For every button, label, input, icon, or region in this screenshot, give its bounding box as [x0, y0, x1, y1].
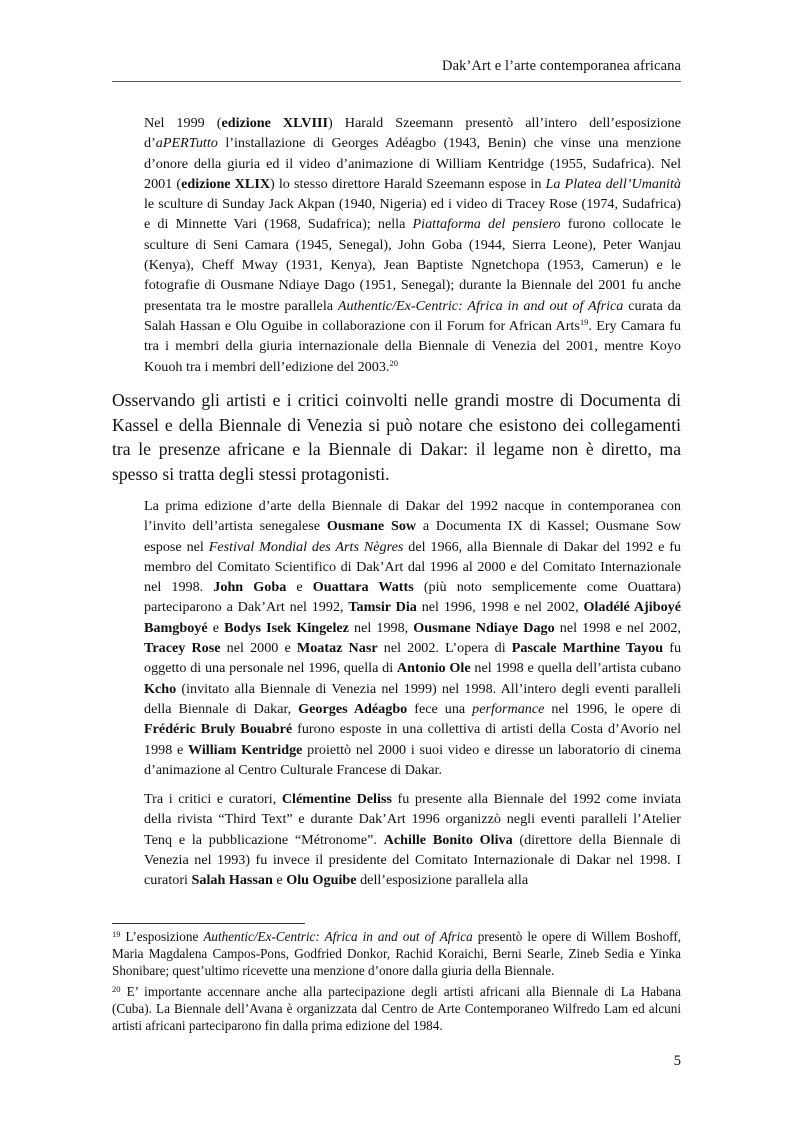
footnotes — [112, 926, 681, 1035]
text-run: ) Harald Szeemann presentò all’intero dell’esposizione d’ — [144, 115, 681, 152]
artist-name: Antonio Ole — [396, 660, 471, 677]
text-run: fu oggetto di una personale nel 1996, quella di — [144, 640, 682, 677]
text-run: furono esposte in una collettiva di artisti della Costa d’Avorio nel 1998 e — [144, 721, 681, 758]
footnote-number: 20 — [112, 983, 121, 994]
exhibition-title: aPERTutto — [155, 135, 218, 152]
running-header: Dak’Art e l’arte contemporanea africana — [442, 58, 681, 74]
edition-label: edizione XLIX — [181, 175, 271, 192]
text-run: presentò le opere di Willem Boshoff, Maria Magdalena Campos-Pons, Godfried Donkor, Rachid Koraichi, Berni Searle, Zineb Sedia e Yinka Shonibare; quest’ultimo ricevette una menzione d’onore dalla giuria della Biennale. — [112, 929, 682, 978]
text-run: fece una — [407, 700, 473, 717]
quote-paragraph-critics — [144, 789, 681, 890]
text-run: curata da Salah Hassan e Olu Oguibe in collaborazione con il Forum for African Arts — [144, 297, 681, 334]
text-run: E’ importante accennare anche alla partecipazione degli artisti africani alla Biennale di La Habana (Cuba). La Biennale dell’Avana è organizzata dal Centro de Arte Contemporaneo Wilfredo Lam ed alcuni artisti africani parteciparono fin dalla prima edizione del 1984. — [112, 983, 681, 1033]
footnote-19 — [112, 926, 681, 980]
quote-block-dakar-biennale — [144, 496, 681, 900]
artist-name: Moataz Nasr — [296, 640, 378, 657]
artist-name: Ouattara Watts — [312, 579, 414, 596]
artist-name: John Goba — [213, 579, 287, 596]
curator-name: Clémentine Deliss — [281, 791, 392, 808]
footnote-20 — [112, 981, 681, 1035]
artist-name: Ousmane Ndiaye Dago — [413, 619, 555, 636]
exhibition-title: La Platea dell’Umanità — [545, 175, 681, 192]
quote-paragraph — [144, 113, 681, 377]
text-run: furono collocate le sculture di Seni Camara (1945, Senegal), John Goba (1944, Sierra Leone), Peter Wanjau (Kenya), Cheff Mway (1931, Kenya), Jean Baptiste Ngnetchopa (1953, Camerun) e le fotografie di Ousmane Ndiaye Dago (1951, Senegal); durante la Biennale del 2001 fu anche presentata tra le mostre parallela — [144, 216, 682, 314]
header-rule — [112, 81, 681, 82]
text-run: (più noto semplicemente come Ouattara) parteciparono a Dak’Art nel 1992, — [144, 579, 681, 616]
text-run: ) lo stesso direttore Harald Szeemann espose in — [270, 175, 546, 192]
artist-name: Kcho — [144, 680, 177, 697]
text-run: nel 2002. L’opera di — [377, 640, 512, 657]
quote-block-venice-biennale — [144, 113, 681, 386]
text-run: (invitato alla Biennale di Venezia nel 1999) nel 1998. All’intero degli eventi paralleli della Biennale di Dakar, — [144, 680, 681, 717]
exhibition-title: Authentic/Ex-Centric: Africa in and out of Africa — [337, 297, 624, 314]
body-paragraph: Osservando gli artisti e i critici coinvolti nelle grandi mostre di Documenta di Kassel e della Biennale di Venezia si può notare che esistono dei collegamenti tra le presenze africane e la Biennale di Dakar: il legame non è diretto, ma spesso si tratta degli stessi protagonisti. — [112, 390, 681, 484]
text-run: l’installazione di Georges Adéagbo (1943, Benin) che vinse una menzione d’onore della giuria ed il video d’animazione di William Kentridge (1955, Sudafrica). Nel 2001 ( — [144, 135, 681, 192]
text-run: e — [286, 579, 313, 596]
curator-name: Achille Bonito Oliva — [383, 831, 513, 848]
edition-label: edizione XLVIII — [221, 115, 329, 131]
text-run: le sculture di Sunday Jack Akpan (1940, Nigeria) ed i video di Tracey Rose (1974, Sudafrica) e di Minnette Vari (1968, Sudafrica); nella — [144, 196, 681, 233]
exhibition-title: Authentic/Ex-Centric: Africa in and out of Africa — [203, 929, 473, 944]
festival-title: Festival Mondial des Arts Nègres — [208, 538, 404, 555]
text-run: del 1966, alla Biennale di Dakar del 1992 e fu membro del Comitato Scientifico di Dak’Art dal 1996 al 2000 e del Comitato Internazionale nel 1998. — [144, 538, 681, 596]
footnote-number: 19 — [112, 929, 121, 939]
exhibition-title: Piattaforma del pensiero — [412, 216, 561, 233]
artist-name: Frédéric Bruly Bouabré — [144, 721, 293, 738]
text-run: e — [272, 872, 287, 889]
text-run: nel 2000 e — [220, 640, 297, 657]
artist-name: Oladélé Ajiboyé Bamgboyé — [144, 599, 681, 636]
text-run: L’esposizione — [120, 929, 204, 944]
text-run: nel 1996, 1998 e nel 2002, — [416, 599, 584, 616]
text-run: nel 1998, — [348, 619, 414, 636]
footnote-reference: 19 — [579, 316, 589, 327]
footnote-separator — [112, 923, 305, 924]
text-run: La prima edizione d’arte della Biennale di Dakar del 1992 nacque in contemporanea con l’invito dell’artista senegalese — [144, 498, 681, 535]
text-run: fu presente alla Biennale del 1992 come inviata della rivista “Third Text” e durante Dak’Art 1996 organizzò negli eventi paralleli l’Atelier Tenq e la pubblicazione “Métronome”. — [144, 791, 681, 848]
text-run: (direttore della Biennale di Venezia nel 1993) fu invece il presidente del Comitato Internazionale di Dakar nel 1998. I curatori — [144, 831, 681, 889]
artist-name: Tamsir Dia — [348, 599, 417, 616]
curator-name: Salah Hassan — [191, 872, 273, 889]
text-run: nel 1998 e quella dell’artista cubano — [470, 660, 681, 677]
artist-name: Ousmane Sow — [326, 518, 417, 535]
text-run: a Documenta IX di Kassel; Ousmane Sow espose nel — [144, 518, 681, 555]
text-run: nel 1998 e nel 2002, — [554, 619, 681, 636]
text-run: proiettò nel 2000 i suoi video e diresse un laboratorio di cinema d’animazione al Centro Culturale Francese di Dakar. — [144, 741, 681, 778]
text-run: nel 1996, le opere di — [544, 700, 682, 717]
artist-name: William Kentridge — [187, 741, 303, 758]
text-run: . Ery Camara fu tra i membri della giuria internazionale della Biennale di Venezia del 2001, mentre Koyo Kouoh tra i membri dell’edizione del 2003. — [144, 317, 681, 375]
italic-term: performance — [472, 700, 545, 717]
text-run: e — [207, 619, 225, 636]
artist-name: Georges Adéagbo — [298, 700, 408, 717]
page-number: 5 — [673, 1053, 681, 1069]
artist-name: Bodys Isek Kingelez — [224, 619, 349, 636]
text-run: dell’esposizione parallela alla — [356, 872, 529, 889]
text-run: Nel 1999 ( — [144, 115, 222, 131]
curator-name: Olu Oguibe — [286, 872, 357, 889]
text-run: Tra i critici e curatori, — [144, 791, 282, 808]
footnote-reference: 20 — [389, 357, 398, 368]
quote-paragraph-artists — [144, 496, 681, 780]
artist-name: Pascale Marthine Tayou — [511, 640, 664, 657]
artist-name: Tracey Rose — [144, 640, 221, 657]
